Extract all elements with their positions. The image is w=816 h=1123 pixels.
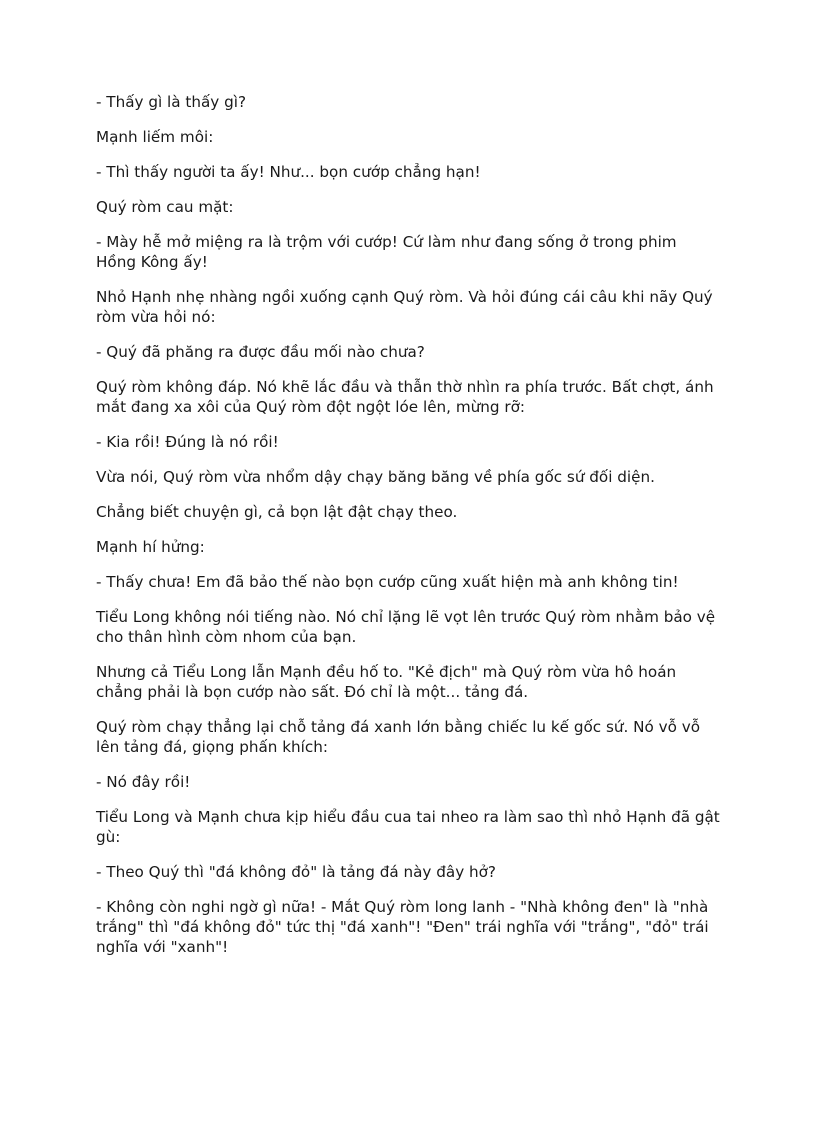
paragraph: Mạnh liếm môi: [96,128,214,146]
paragraph: - Nó đây rồi! [96,773,191,791]
paragraph: - Quý đã phăng ra được đầu mối nào chưa? [96,343,425,361]
paragraph: - Mày hễ mở miệng ra là trộm với cướp! Cứ làm như đang sống ở trong phim Hồng Kông ấy! [96,233,677,271]
paragraph: - Theo Quý thì "đá không đỏ" là tảng đá này đây hở? [96,863,496,881]
paragraph: Quý ròm chạy thẳng lại chỗ tảng đá xanh lớn bằng chiếc lu kế gốc sứ. Nó vỗ vỗ lên tảng đá, giọng phấn khích: [96,718,701,756]
paragraph: Quý ròm cau mặt: [96,198,234,216]
paragraph: Quý ròm không đáp. Nó khẽ lắc đầu và thẫn thờ nhìn ra phía trước. Bất chợt, ánh mắt đang xa xôi của Quý ròm đột ngột lóe lên, mừng rỡ: [96,378,714,416]
paragraph: Nhỏ Hạnh nhẹ nhàng ngồi xuống cạnh Quý ròm. Và hỏi đúng cái câu khi nãy Quý ròm vừa hỏi nó: [96,288,713,326]
paragraph: Nhưng cả Tiểu Long lẫn Mạnh đều hố to. "Kẻ địch" mà Quý ròm vừa hô hoán chẳng phải là bọn cướp nào sất. Đó chỉ là một... tảng đá. [96,663,677,701]
paragraph: - Không còn nghi ngờ gì nữa! - Mắt Quý ròm long lanh - "Nhà không đen" là "nhà trắng" thì "đá không đỏ" tức thị "đá xanh"! "Đen" trái nghĩa với "trắng", "đỏ" trái nghĩa với "xanh"! [96,898,709,956]
paragraph: Vừa nói, Quý ròm vừa nhổm dậy chạy băng băng về phía gốc sứ đối diện. [96,468,655,486]
paragraph: Chẳng biết chuyện gì, cả bọn lật đật chạy theo. [96,503,458,521]
paragraph: - Thì thấy người ta ấy! Như... bọn cướp chẳng hạn! [96,163,481,181]
paragraph: - Kia rồi! Đúng là nó rồi! [96,433,279,451]
paragraph: Mạnh hí hửng: [96,538,205,556]
paragraph: - Thấy chưa! Em đã bảo thế nào bọn cướp cũng xuất hiện mà anh không tin! [96,573,679,591]
paragraph: - Thấy gì là thấy gì? [96,93,246,111]
paragraph: Tiểu Long không nói tiếng nào. Nó chỉ lặng lẽ vọt lên trước Quý ròm nhằm bảo vệ cho thân hình còm nhom của bạn. [96,608,716,646]
paragraph: Tiểu Long và Mạnh chưa kịp hiểu đầu cua tai nheo ra làm sao thì nhỏ Hạnh đã gật gù: [96,808,720,846]
document-body [96,92,720,972]
